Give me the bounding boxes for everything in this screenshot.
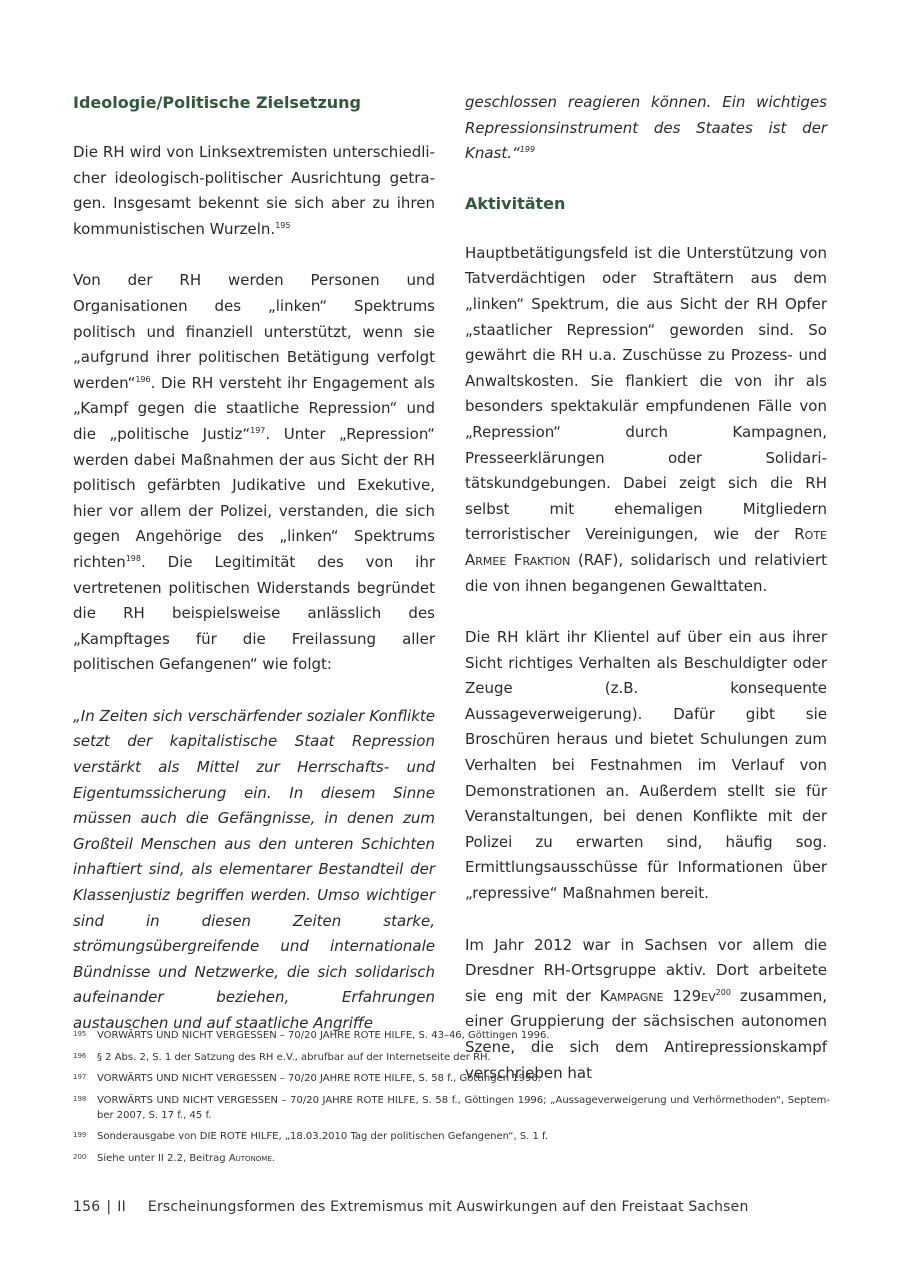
left-column xyxy=(73,90,435,1037)
right-column xyxy=(465,90,827,1086)
footnote-ref-199[interactable]: 199 xyxy=(519,145,536,155)
footnote-text: Siehe unter II 2.2, Beitrag Autonome. xyxy=(97,1152,275,1164)
footnote-number: 199 xyxy=(73,1131,87,1139)
paragraph-left-1: Die RH wird von Linksextremisten unterschiedlicher ideologisch-politischer Ausrichtung getragen. Insgesamt bekennt sie sich aber zu ihren kommunistischen Wurzeln.$^{195}$ xyxy=(73,143,435,238)
footnote-item xyxy=(73,1028,830,1043)
page-number: 156 xyxy=(73,1199,101,1215)
footer-separator: | xyxy=(106,1199,112,1215)
footnotes xyxy=(73,1028,830,1172)
footnote-ref-200[interactable]: 200 xyxy=(715,987,731,997)
page-footer xyxy=(73,1199,749,1215)
footnote-ref-198[interactable]: 198 xyxy=(125,553,141,563)
footnote-number: 200 xyxy=(73,1152,87,1161)
footnote-item xyxy=(73,1093,830,1123)
footnote-number: 196 xyxy=(73,1051,87,1060)
footnote-ref-196[interactable]: 196 xyxy=(135,374,151,384)
footnote-text: VORWÄRTS UND NICHT VERGESSEN – 70/20 JAHRE ROTE HILFE, S. 43–46, Göttingen 1996. xyxy=(97,1030,550,1041)
footnote-item xyxy=(73,1050,830,1065)
footnote-text: VORWÄRTS UND NICHT VERGESSEN – 70/20 JAHRE ROTE HILFE, S. 58 f., Göttingen 1996; „Aussageverweigerung und Verhörmethoden“, September 2007, S. 17 f., 45 f. xyxy=(97,1094,830,1121)
section-heading-aktivitaeten: Aktivitäten xyxy=(465,193,566,213)
footnote-item xyxy=(73,1071,830,1086)
footnote-item xyxy=(73,1129,830,1144)
footnote-number: 197 xyxy=(73,1073,87,1081)
quote-continuation: geschlossen reagieren können. Ein wichtiges Repressionsinstrument des Staates ist der Knast.“$^{199}$ xyxy=(465,93,827,163)
paragraph-right-3: Im Jahr 2012 war in Sachsen vor allem die Dresdner RH-Ortsgruppe aktiv. Dort arbeitete sie eng mit der Kampagne $129ev^{200}$ zusammen, einer Gruppierung der sächsischen autonomen Szene, die sich dem Antirepressionskampf verschrieben hat xyxy=(465,935,827,1082)
paragraph-right-2: Die RH klärt ihr Klientel auf über ein aus ihrer Sicht richtiges Verhalten als Beschuldigter oder Zeuge (z.B. konsequente Aussageverweigerung). Dafür gibt sie Broschüren heraus und bietet Schulungen zum Verhalten bei Festnahmen im Verlauf von Demonstrationen an. Außerdem stellt sie für Veranstaltungen, bei denen Konflikte mit der Polizei zu erwarten sind, häufig sog. Ermittlungsausschüsse für Informationen über „repressive“ Maßnahmen bereit. xyxy=(465,628,827,903)
footnote-ref-197[interactable]: 197 xyxy=(250,425,266,435)
footnote-text: VORWÄRTS UND NICHT VERGESSEN – 70/20 JAHRE ROTE HILFE, S. 58 f., Göttingen 1996. xyxy=(97,1073,541,1084)
footer-title: Erscheinungsformen des Extremismus mit Auswirkungen auf den Freistaat Sachsen xyxy=(147,1199,749,1215)
footnote-text: Sonderausgabe von DIE ROTE HILFE, „18.03.2010 Tag der politischen Gefangenen“, S. 1 f. xyxy=(97,1131,549,1142)
footnote-number: 195 xyxy=(73,1030,87,1038)
footnote-ref-195[interactable]: 195 xyxy=(275,220,291,230)
footnote-text: § 2 Abs. 2, S. 1 der Satzung des RH e.V., abrufbar auf der Internetseite der RH. xyxy=(97,1051,491,1063)
quote-block: „In Zeiten sich verschärfender sozialer Konflikte setzt der kapitalistische Staat Repression verstärkt als Mittel zur Herrschafts- und Eigentumssicherung ein. In diesem Sinne müssen auch die Gefängnisse, in denen zum Großteil Menschen aus den unteren Schichten inhaftiert sind, als elementarer Bestandteil der Klassenjustiz begriffen werden. Umso wichtiger sind in diesen Zeiten starke, strömungsübergreifende und internationale Bündnisse und Netzwerke, die sich solidarisch aufeinander beziehen, Erfahrungen austauschen und auf staatliche Angriffe xyxy=(73,706,435,1032)
paragraph-right-1: Hauptbetätigungsfeld ist die Unterstützung von Tatverdächtigen oder Straftätern aus dem „linken“ Spektrum, die aus Sicht der RH Opfer „staatlicher Repression“ geworden sind. So gewährt die RH u.a. Zuschüsse zu Prozess- und Anwaltskosten. Sie flankiert die von ihr als besonders spektakulär empfundenen Fälle von „Repression“ durch Kampagnen, Presseerklärungen oder Solidaritätskundgebungen. Dabei zeigt sich die RH selbst mit ehemaligen Mitgliedern terroristischer Vereinigungen, wie der Rote Armee Fraktion (RAF), solidarisch und relativiert die von ihnen begangenen Gewalttaten. xyxy=(465,243,828,595)
footnote-number: 198 xyxy=(73,1094,87,1103)
org-name-raf: Rote Armee Fraktion xyxy=(465,525,827,569)
paragraph-left-2: Von der RH werden Personen und Organisationen des „linken“ Spektrums politisch und finanziell unterstützt, wenn sie „aufgrund ihrer politischen Betätigung verfolgt werden“$^{196}$. Die RH versteht ihr Engagement als „Kampf gegen die staatliche Repression“ und die „politische Justiz“$^{197}$. Unter „Repression“ werden dabei Maßnahmen der aus Sicht der RH politisch gefärbten Judikative und Exekutive, hier vor allem der Polizei, verstanden, die sich gegen Angehörige des „linken“ Spektrums richten$^{198}$. Die Legitimität des von ihr vertretenen politischen Widerstands begründet die RH beispielsweise anlässlich des „Kampftages für die Freilassung aller politischen Gefangenen“ wie folgt: xyxy=(73,271,436,674)
footnote-item xyxy=(73,1151,830,1166)
section-heading-ideologie: Ideologie/Politische Zielsetzung xyxy=(73,93,361,112)
org-name-kampagne: Kampagne 129ev xyxy=(599,986,716,1005)
section-number: II xyxy=(117,1199,126,1215)
autonome-reference: Autonome xyxy=(228,1152,272,1164)
